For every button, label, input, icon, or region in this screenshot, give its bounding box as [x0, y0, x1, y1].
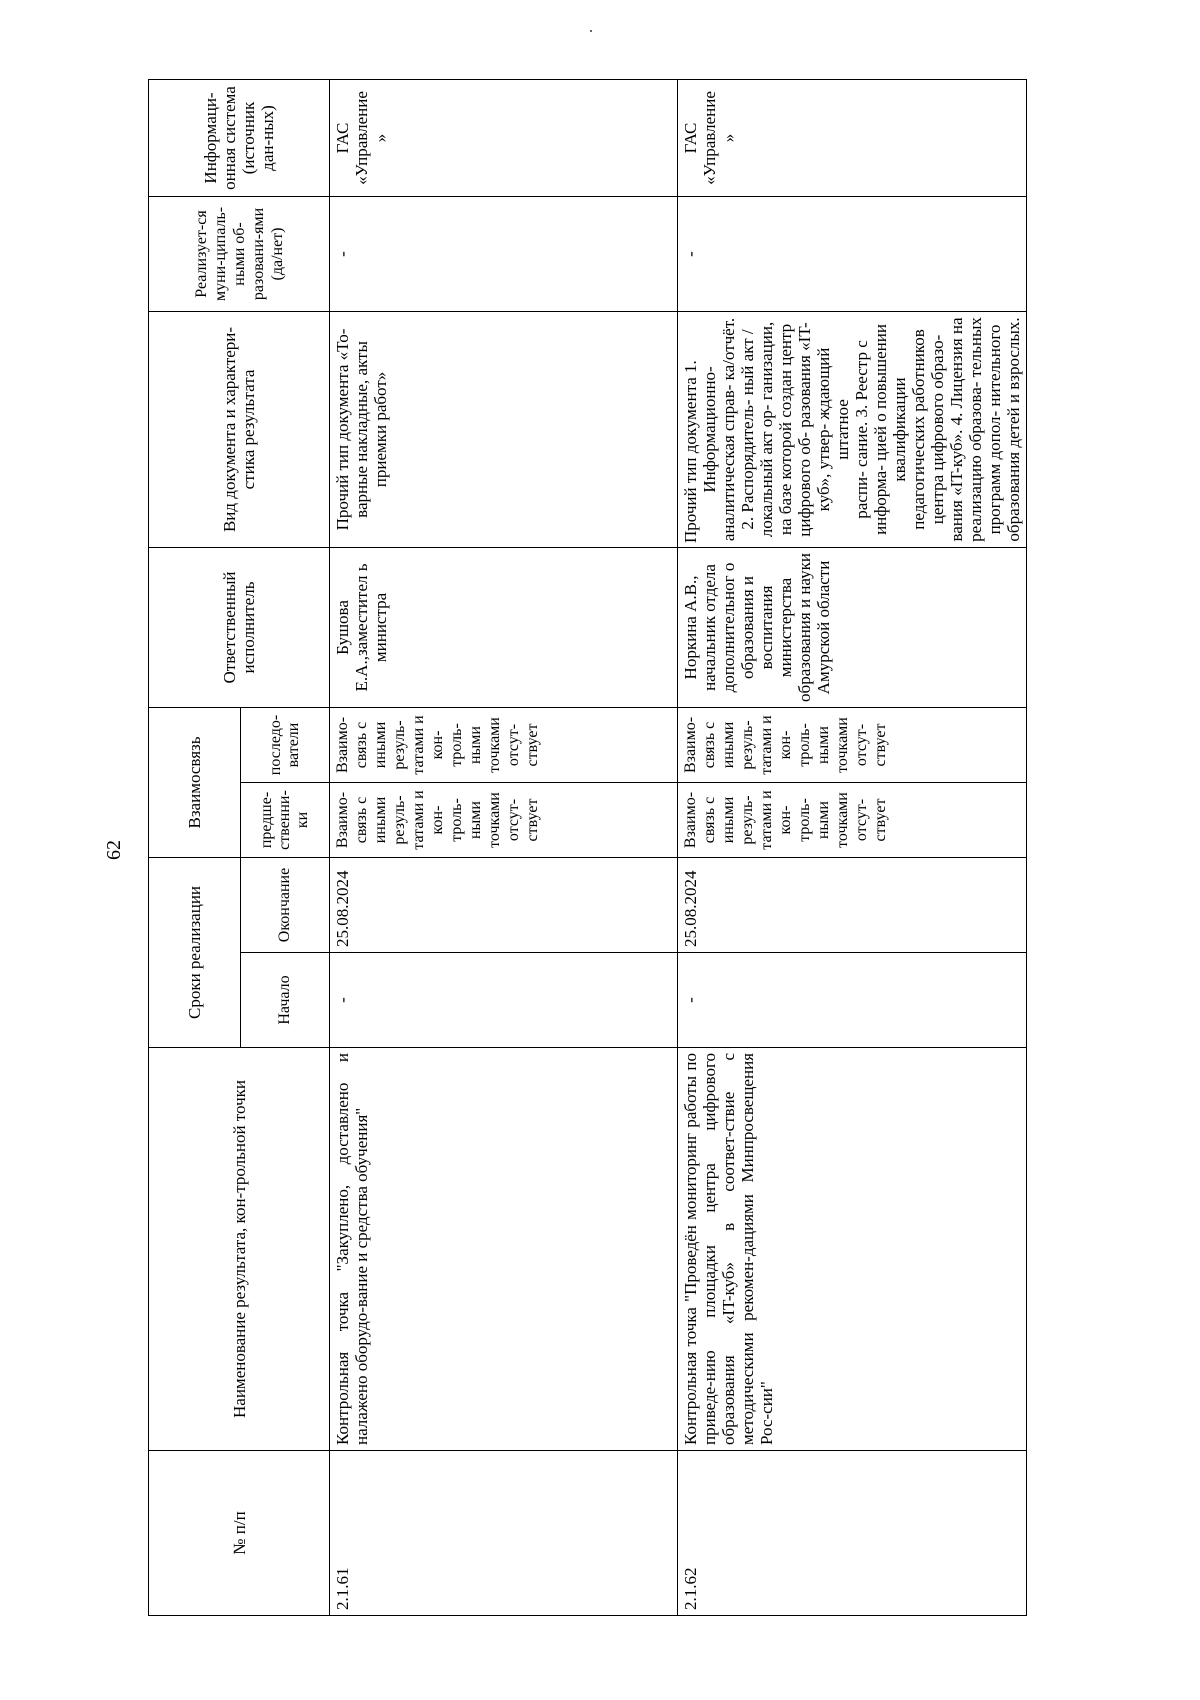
document-line: аналитическая справ- ка/отчёт.: [719, 317, 738, 542]
page-number: 62: [103, 840, 125, 860]
row-information-system: ГАС «Управление »: [678, 79, 1027, 196]
row-successors: Взаимо-связь с иными резуль-татами и кон-троль-ными точками отсут-ствует: [330, 707, 678, 782]
document-line: центра цифрового образо-: [928, 334, 947, 525]
row-predecessors: Взаимо-связь с иными резуль-татами и кон-троль-ными точками отсут-ствует: [678, 783, 1027, 858]
document-line: Прочий тип документа «То-варные накладные, акты приемки работ»: [333, 328, 390, 531]
document-line: образования детей и взрослых.: [1004, 317, 1023, 542]
header-start: Начало: [241, 953, 330, 1048]
header-result-name: Наименование результата, кон-трольной точки: [149, 1048, 330, 1451]
row-information-system: ГАС «Управление »: [330, 79, 678, 196]
header-document-type: Вид документа и характери-стика результата: [149, 311, 330, 547]
row-end: 25.08.2024: [330, 858, 678, 953]
document-line: Прочий тип документа 1.: [681, 360, 700, 543]
document-line: 2. Распорядитель- ный акт /: [738, 329, 757, 530]
row-number: 2.1.62: [678, 1451, 1027, 1616]
header-number: № п/п: [149, 1451, 330, 1616]
header-link: Взаимосвязь: [149, 707, 241, 857]
document-line: квалификации: [890, 377, 909, 482]
table-row: [330, 79, 678, 1615]
rotated-page-content: [148, 80, 1023, 1616]
document-line: информа- цией о повышении: [871, 324, 890, 535]
row-realized: -: [678, 196, 1027, 311]
header-end: Окончание: [241, 858, 330, 953]
document-line: цифрового об- разования «IT-: [795, 322, 814, 537]
row-result-name: Контрольная точка "Закуплено, доставлено и налажено оборудо-вание и средства обучения": [330, 1048, 678, 1451]
document-line: локальный акт ор- ганизации,: [757, 321, 776, 538]
header-successors: последо-ватели: [241, 707, 330, 782]
scan-speck: [590, 30, 592, 32]
document-line: на базе которой создан центр: [776, 323, 795, 536]
document-line: Информационно-: [700, 366, 719, 493]
row-realized: -: [330, 196, 678, 311]
row-result-name: Контрольная точка "Проведён мониторинг работы по приведе-нию площадки центра цифрового образования «IT-куб» в соответ-ствие с методическими рекомен-дациями Минпросвещения Рос-сии": [678, 1048, 1027, 1451]
control-points-table: [148, 79, 1027, 1616]
header-predecessors: предше-ственни-ки: [241, 783, 330, 858]
header-realized-by-municipalities: Реализует-ся муни-ципаль-ными об-разовани-ями (да/нет): [149, 196, 330, 311]
row-responsible: Норкина А.В., начальник отдела дополнительног о образования и воспитания министерства образования и науки Амурской области: [678, 547, 1027, 707]
row-responsible: Бушова Е.А.,заместител ь министра: [330, 547, 678, 707]
row-document-type: [330, 311, 678, 547]
row-end: 25.08.2024: [678, 858, 1027, 953]
document-line: реализацию образова- тельных: [966, 317, 985, 542]
table-row: [678, 79, 1027, 1615]
header-responsible: Ответственный исполнитель: [149, 547, 330, 707]
row-successors: Взаимо-связь с иными резуль-татами и кон-троль-ными точками отсут-ствует: [678, 707, 1027, 782]
header-information-system: Информаци-онная система (источник дан-ных): [149, 79, 330, 196]
document-line: куб», утвер- ждающий штатное: [814, 347, 852, 512]
document-line: программ допол- нительного: [985, 324, 1004, 535]
header-terms: Сроки реализации: [149, 858, 241, 1048]
document-line: вания «IT-куб». 4. Лицензия на: [947, 317, 966, 542]
row-document-type: [678, 311, 1027, 547]
row-start: -: [330, 953, 678, 1048]
row-start: -: [678, 953, 1027, 1048]
row-number: 2.1.61: [330, 1451, 678, 1616]
row-predecessors: Взаимо-связь с иными резуль-татами и кон-троль-ными точками отсут-ствует: [330, 783, 678, 858]
document-line: педагогических работников: [909, 329, 928, 530]
document-line: распи- сание. 3. Реестр с: [852, 340, 871, 519]
